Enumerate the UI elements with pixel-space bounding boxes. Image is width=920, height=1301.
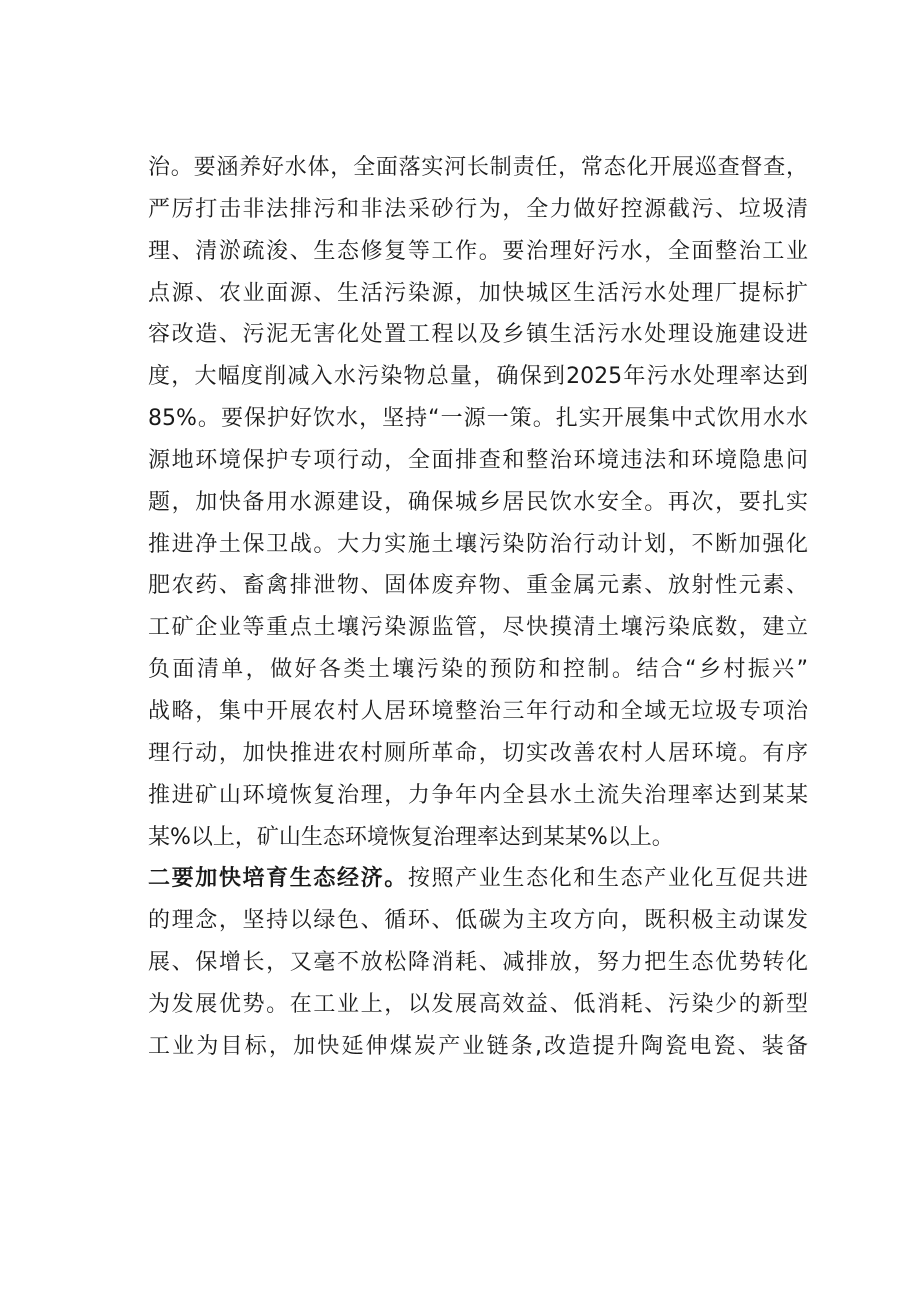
section-heading-line bbox=[148, 861, 808, 897]
text-line: 推进净土保卫战。大力实施土壤污染防治行动计划，不断加强化 bbox=[148, 531, 808, 557]
text-line: 理行动，加快推进农村厕所革命，切实改善农村人居环境。有序 bbox=[148, 740, 808, 766]
text-line: 85%。要保护好饮水，坚持“一源一策。扎实开展集中式饮用水水 bbox=[148, 406, 808, 432]
text-line: 点源、农业面源、生活污染源，加快城区生活污水处理厂提标扩 bbox=[148, 280, 808, 306]
text-line: 肥农药、畜禽排泄物、固体废弃物、重金属元素、放射性元素、 bbox=[148, 573, 808, 599]
heading-continuation: 按照产业生态化和生态产业化互促共进 bbox=[407, 866, 808, 892]
text-line: 某%以上，矿山生态环境恢复治理率达到某某%以上。 bbox=[148, 824, 674, 850]
text-line: 严厉打击非法排污和非法采砂行为，全力做好控源截污、垃圾清 bbox=[148, 196, 808, 222]
text-line: 展、保增长，又毫不放松降消耗、减排放，努力把生态优势转化 bbox=[148, 950, 808, 976]
text-line: 源地环境保护专项行动，全面排查和整治环境违法和环境隐患问 bbox=[148, 447, 808, 473]
text-line: 治。要涵养好水体，全面落实河长制责任，常态化开展巡查督查， bbox=[148, 155, 808, 180]
section-heading: 二要加快培育生态经济。 bbox=[148, 866, 408, 892]
text-line: 为发展优势。在工业上，以发展高效益、低消耗、污染少的新型 bbox=[148, 991, 808, 1017]
text-line: 容改造、污泥无害化处置工程以及乡镇生活污水处理设施建设进 bbox=[148, 322, 808, 348]
text-line: 推进矿山环境恢复治理，力争年内全县水土流失治理率达到某某 bbox=[148, 782, 808, 808]
text-line: 工矿企业等重点土壤污染源监管，尽快摸清土壤污染底数，建立 bbox=[148, 615, 808, 641]
body-text bbox=[148, 150, 808, 1071]
text-line: 工业为目标，加快延伸煤炭产业链条,改造提升陶瓷电瓷、装备 bbox=[148, 1033, 808, 1059]
text-line: 理、清淤疏浚、生态修复等工作。要治理好污水，全面整治工业 bbox=[148, 238, 808, 264]
text-line: 负面清单，做好各类土壤污染的预防和控制。结合“乡村振兴” bbox=[148, 657, 809, 683]
text-line: 题，加快备用水源建设，确保城乡居民饮水安全。再次，要扎实 bbox=[148, 489, 808, 515]
text-line: 的理念，坚持以绿色、循环、低碳为主攻方向，既积极主动谋发 bbox=[148, 908, 808, 934]
text-line: 战略，集中开展农村人居环境整治三年行动和全域无垃圾专项治 bbox=[148, 698, 808, 724]
text-line: 度，大幅度削减入水污染物总量，确保到2025年污水处理率达到 bbox=[148, 364, 808, 390]
